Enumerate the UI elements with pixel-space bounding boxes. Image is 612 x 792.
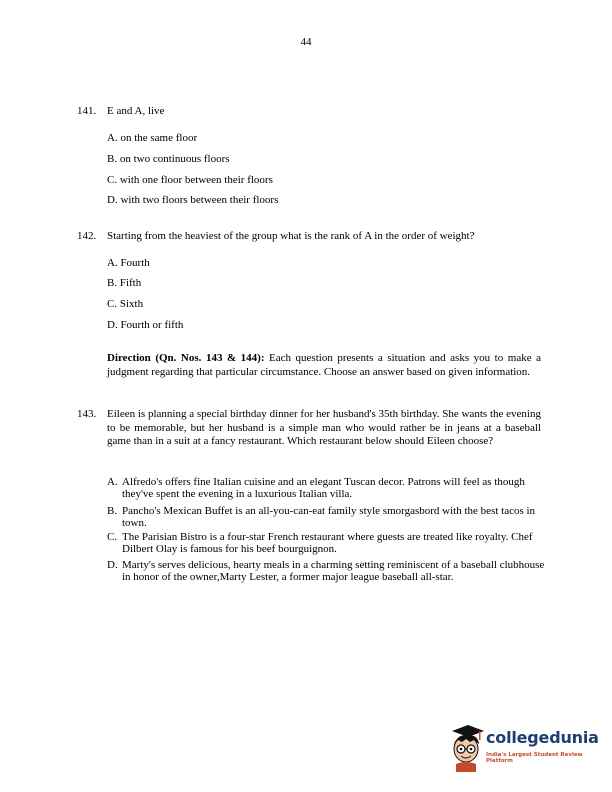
question-142-option-d: D. Fourth or fifth [107, 319, 184, 331]
direction-label: Direction (Qn. Nos. 143 & 144): [107, 352, 265, 364]
option-text: Pancho's Mexican Buffet is an all-you-can-eat family style smorgasbord with the best tacos in town. [122, 505, 536, 530]
collegedunia-logo [446, 722, 606, 778]
question-141-number: 141. [77, 105, 97, 117]
question-142-number: 142. [77, 230, 97, 242]
direction-text: Each question presents a situation and asks you to make a judgment regarding that particular circumstance. Choose an answer based on given information. [107, 352, 541, 378]
question-142-option-c: C. Sixth [107, 298, 144, 310]
question-143-number: 143. [77, 408, 97, 420]
option-letter: A. [107, 476, 118, 488]
question-142-option-a: A. Fourth [107, 257, 150, 269]
question-141-option-d: D. with two floors between their floors [107, 194, 279, 206]
question-142-option-b: B. Fifth [107, 277, 142, 289]
option-letter: B. [107, 505, 118, 517]
mascot-icon [446, 722, 486, 772]
option-text: Alfredo's offers fine Italian cuisine and an elegant Tuscan decor. Patrons will feel as though they've spent the evening in a luxurious Italian villa. [122, 476, 525, 501]
option-text: The Parisian Bistro is a four-star French restaurant where guests are treated like royalty. Chef Dilbert Olay is famous for his beef bourguignon. [122, 531, 533, 556]
logo-wordmark: collegedunia [486, 728, 599, 747]
question-143-stem: Eileen is planning a special birthday dinner for her husband's 35th birthday. She wants the evening to be memorable, but her husband is a simple man who would rather be in jeans at a baseball game than in a suit at a fancy restaurant. Which restaurant below should Eileen choose? [107, 408, 541, 447]
question-141-option-b: B. on two continuous floors [107, 153, 230, 165]
question-141-stem: E and A, live [107, 105, 165, 117]
option-text: Marty's serves delicious, hearty meals in a charming setting reminiscent of a baseball clubhouse in honor of the owner,Marty Lester, a former major league baseball all-star. [122, 559, 545, 584]
direction-paragraph [107, 352, 541, 379]
question-141-option-c: C. with one floor between their floors [107, 174, 273, 186]
question-143-option-c [107, 531, 547, 555]
logo-tagline: India's Largest Student Review Platform [486, 752, 583, 764]
option-letter: D. [107, 559, 118, 571]
question-142-stem: Starting from the heaviest of the group what is the rank of A in the order of weight? [107, 230, 475, 242]
question-143-option-b [107, 505, 547, 529]
question-141-option-a: A. on the same floor [107, 132, 198, 144]
option-letter: C. [107, 531, 118, 543]
question-143-option-a [107, 476, 547, 500]
page-number: 44 [300, 36, 312, 48]
question-143-option-d [107, 559, 547, 583]
